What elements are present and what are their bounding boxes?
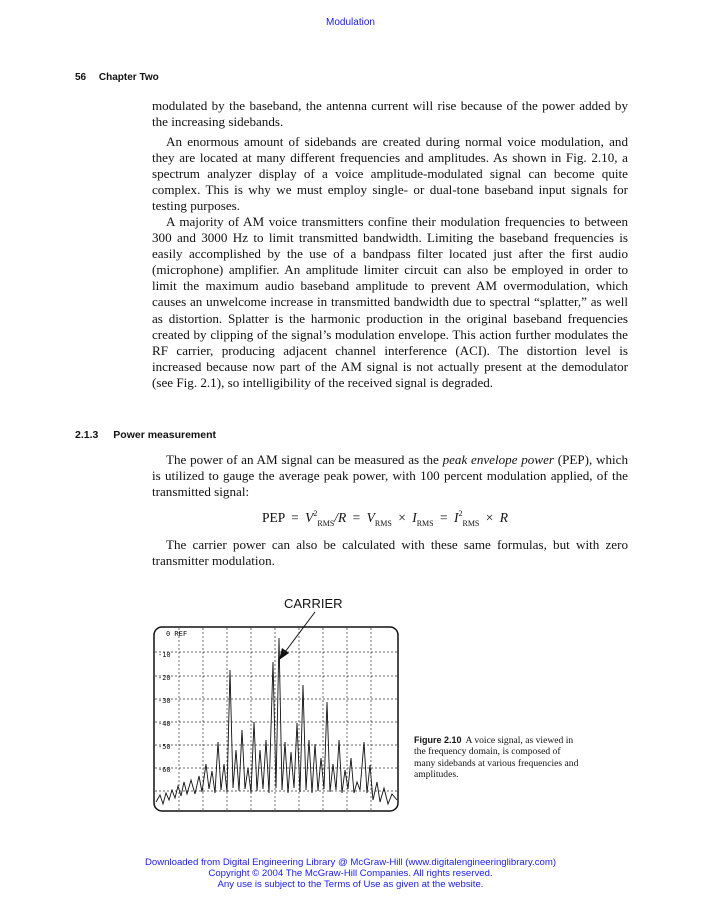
eq-sq-1: 2 — [313, 509, 318, 518]
eq-i-1: I — [412, 510, 417, 525]
footer — [0, 857, 701, 890]
scale-label-20: -20 — [158, 674, 171, 682]
running-head — [75, 72, 159, 83]
scale-label-0: 0 REF — [166, 630, 188, 638]
eq-times-1: × — [398, 510, 406, 525]
carrier-label: CARRIER — [284, 596, 343, 611]
figure-caption-text: A voice signal, as viewed in the frequency domain, is composed of many sidebands at various frequencies and amplitudes. — [414, 735, 579, 781]
eq-equals-3: = — [439, 510, 448, 525]
header-title: Modulation — [326, 17, 375, 28]
scale-label-30: -30 — [158, 697, 171, 705]
carrier-arrow-line — [285, 612, 315, 652]
eq-times-2: × — [485, 510, 494, 525]
eq-r: R — [499, 510, 509, 525]
footer-download-link[interactable]: Downloaded from Digital Engineering Library @ McGraw-Hill (www.digitalengineeringlibrary.com) — [144, 857, 557, 868]
scale-labels — [158, 630, 187, 774]
scale-label-60: -60 — [158, 766, 171, 774]
paragraph-3: A majority of AM voice transmitters confine their modulation frequencies to between 300 and 3000 Hz to limit transmitted bandwidth. Limiting the baseband frequencies is easily accomplished by the use of a bandpass filter located just after the first audio (microphone) amplifier. An amplitude limiter circuit can also be employed in order to limit the maximum audio baseband amplitude to prevent AM overmodulation, which causes an unwelcome increase in transmitted bandwidth due to spectral “splatter,” as well as distortion. Splatter is the harmonic production in the original baseband frequencies created by clipping of the signal’s modulation envelope. This action further modulates the RF carrier, producing adjacent channel interference (ACI). The distortion level is increased because now part of the AM signal is not actually present at the demodulator (see Fig. 2.1), so intelligibility of the received signal is degraded. — [152, 214, 628, 390]
eq-equals-2: = — [352, 510, 361, 525]
section-number: 2.1.3 — [75, 429, 99, 441]
paragraph-2: An enormous amount of sidebands are created during normal voice modulation, and they are located at many different frequencies and amplitudes. As shown in Fig. 2.10, a spectrum analyzer display of a voice amplitude-modulated signal can become quite complex. This is why we must employ single- or dual-tone baseband input signals for testing purposes. — [152, 134, 628, 214]
scale-label-50: -50 — [158, 743, 171, 751]
eq-rms-1: RMS — [317, 519, 335, 528]
eq-over-r: /R — [334, 510, 347, 525]
scale-label-40: -40 — [158, 720, 171, 728]
section-title: Power measurement — [113, 429, 216, 441]
spectrum-figure — [152, 590, 402, 820]
paragraph-1: modulated by the baseband, the antenna current will rise because of the power added by the increasing sidebands. — [152, 98, 628, 130]
eq-v-1: V — [305, 510, 314, 525]
footer-terms-link[interactable]: Any use is subject to the Terms of Use as given at the website. — [217, 879, 484, 890]
paragraph-4-text-a: The power of an AM signal can be measured as the — [166, 452, 443, 467]
paragraph-4 — [152, 452, 628, 500]
eq-sq-2: 2 — [458, 509, 463, 518]
eq-rms-3: RMS — [416, 519, 434, 528]
spectrum-display — [152, 590, 402, 820]
eq-rms-2: RMS — [374, 519, 392, 528]
footer-copyright-link[interactable]: Copyright © 2004 The McGraw-Hill Companies. All rights reserved. — [208, 868, 493, 879]
eq-equals-1: = — [291, 510, 299, 525]
page-number: 56 — [75, 72, 87, 83]
eq-lhs: PEP — [262, 510, 285, 525]
carrier-arrowhead — [279, 648, 289, 660]
figure-caption — [414, 735, 584, 781]
pep-equation — [262, 509, 508, 528]
figure-label: Figure 2.10 — [414, 735, 462, 745]
chapter-label: Chapter Two — [98, 72, 159, 83]
eq-i-2: I — [453, 510, 459, 525]
scale-label-10: -10 — [158, 651, 171, 659]
section-heading — [75, 429, 216, 441]
eq-rms-4: RMS — [462, 519, 480, 528]
eq-v-2: V — [366, 510, 375, 525]
paragraph-4-text-b: (PEP), which is utilized to gauge the average peak power, with 100 percent modulation applied, of the transmitted signal: — [152, 452, 629, 500]
paragraph-4-emphasis: peak envelope power — [442, 452, 554, 467]
paragraph-5: The carrier power can also be calculated with these same formulas, but with zero transmitter modulation. — [152, 537, 628, 569]
spectrum-trace — [156, 638, 397, 804]
